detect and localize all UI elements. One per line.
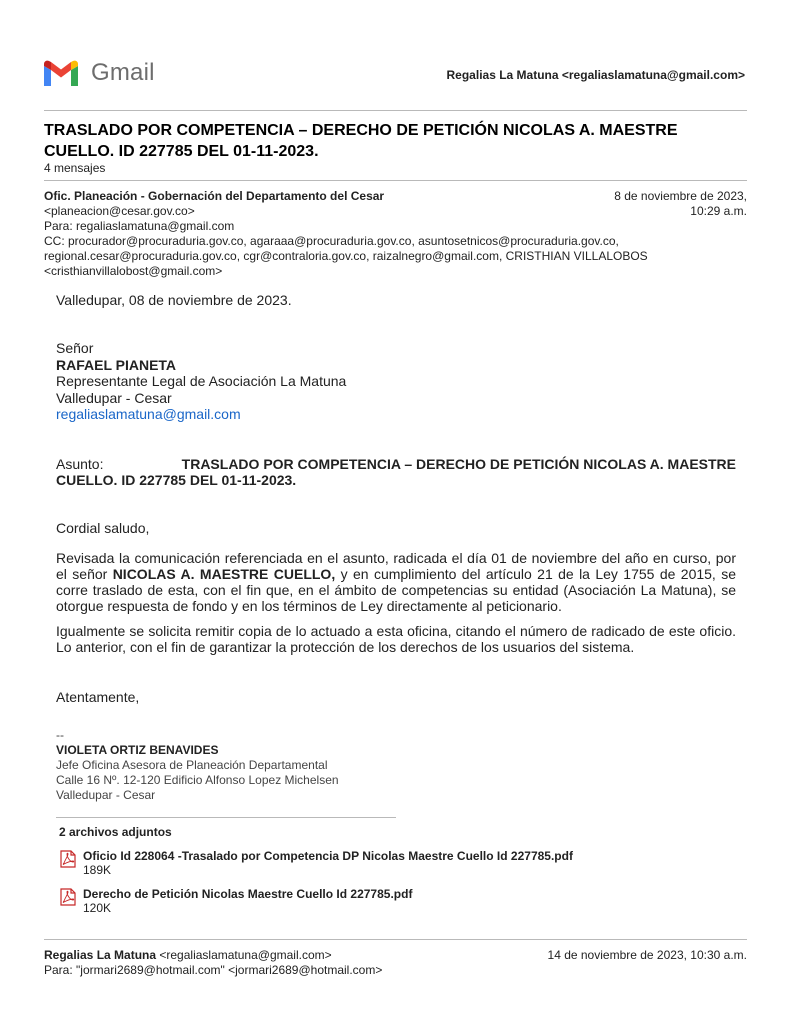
sender-email: <planeacion@cesar.gov.co> xyxy=(44,204,195,218)
signature-name: VIOLETA ORTIZ BENAVIDES xyxy=(56,743,219,757)
cc-line-2: regional.cesar@procuraduria.gov.co, cgr@contraloria.gov.co, raizalnegro@gmail.com, CRISTHIAN VILLALOBOS xyxy=(44,249,648,263)
message-date-line2: 10:29 a.m. xyxy=(690,204,747,218)
paragraph-1-part1: Revisada la comunicación referenciada en el asunto, radicada el día 01 de noviembre del año en curso, por el señor xyxy=(56,550,736,582)
asunto-block xyxy=(56,456,736,488)
to-line: Para: regaliaslamatuna@gmail.com xyxy=(44,219,235,233)
asunto-line-2: CUELLO. ID 227785 DEL 01-11-2023. xyxy=(56,472,297,488)
recipient-city: Valledupar - Cesar xyxy=(56,389,172,406)
message-date xyxy=(547,189,747,219)
place-date: Valledupar, 08 de noviembre de 2023. xyxy=(56,292,292,308)
paragraph-2: Igualmente se solicita remitir copia de lo actuado a esta oficina, citando el número de radicado de este oficio. Lo anterior, con el fin de garantizar la protección de los derechos de los usuarios del sistema. xyxy=(56,623,736,655)
attachment-name[interactable]: Derecho de Petición Nicolas Maestre Cuello Id 227785.pdf xyxy=(83,887,413,901)
message2-header xyxy=(44,948,332,963)
salutation-title: Señor xyxy=(56,340,94,356)
message2-sender-email: <regaliaslamatuna@gmail.com> xyxy=(159,948,332,962)
greeting: Cordial saludo, xyxy=(56,520,150,536)
divider-attachments xyxy=(56,817,396,818)
recipient-block xyxy=(56,340,736,423)
pdf-file-icon xyxy=(60,850,76,868)
signature-dash: -- xyxy=(56,728,64,742)
message2-date: 14 de noviembre de 2023, 10:30 a.m. xyxy=(547,948,747,962)
attachment-size: 189K xyxy=(83,863,112,877)
attachment-item[interactable] xyxy=(60,849,573,877)
attachment-item[interactable] xyxy=(60,887,412,915)
attachment-size: 120K xyxy=(83,901,112,915)
attachment-name[interactable]: Oficio Id 228064 -Trasalado por Competencia DP Nicolas Maestre Cuello Id 227785.pdf xyxy=(83,849,573,863)
recipient-email-link[interactable]: regaliaslamatuna@gmail.com xyxy=(56,406,241,422)
divider-message2 xyxy=(44,939,747,940)
paragraph-1-part2: y en cumplimiento del artículo 21 de la Ley 1755 de 2015, se corre traslado de esta, con el fin que, en el ámbito de competencias su entidad (Asociación La Matuna), se otorgue respuesta de fondo y en los términos de Ley directamente al peticionario. xyxy=(56,566,736,614)
cc-line-3: <cristhianvillalobost@gmail.com> xyxy=(44,264,223,278)
message2-to-line: Para: "jormari2689@hotmail.com" <jormari2689@hotmail.com> xyxy=(44,963,383,977)
thread-subject: TRASLADO POR COMPETENCIA – DERECHO DE PETICIÓN NICOLAS A. MAESTRE CUELLO. ID 227785 DEL 01-11-2023. xyxy=(44,122,678,160)
gmail-logo-icon xyxy=(42,58,80,88)
signature-address: Calle 16 Nº. 12-120 Edificio Alfonso Lopez Michelsen xyxy=(56,773,339,787)
paragraph-1 xyxy=(56,550,736,614)
asunto-label: Asunto: xyxy=(56,456,104,472)
pdf-file-icon xyxy=(60,888,76,906)
message-header xyxy=(44,189,604,234)
message-date-line1: 8 de noviembre de 2023, xyxy=(614,189,747,203)
divider-top xyxy=(44,110,747,111)
cc-line-1: CC: procurador@procuraduria.gov.co, agaraaa@procuraduria.gov.co, asuntosetnicos@procuraduria.gov.co, xyxy=(44,234,619,248)
closing: Atentamente, xyxy=(56,689,140,705)
attachments-title: 2 archivos adjuntos xyxy=(59,825,172,839)
signature-city: Valledupar - Cesar xyxy=(56,788,156,802)
signature-title: Jefe Oficina Asesora de Planeación Departamental xyxy=(56,758,328,772)
recipient-role: Representante Legal de Asociación La Matuna xyxy=(56,373,347,389)
paragraph-1-name: NICOLAS A. MAESTRE CUELLO, xyxy=(112,566,336,582)
cc-line xyxy=(44,234,744,279)
gmail-logo xyxy=(42,58,155,88)
divider-subject xyxy=(44,180,747,181)
message2-sender-name: Regalias La Matuna xyxy=(44,948,157,962)
recipient-name: RAFAEL PIANETA xyxy=(56,356,177,373)
sender-name: Ofic. Planeación - Gobernación del Departamento del Cesar xyxy=(44,189,385,203)
gmail-wordmark: Gmail xyxy=(91,59,155,86)
account-email: Regalias La Matuna <regaliaslamatuna@gmail.com> xyxy=(446,68,745,82)
message-count: 4 mensajes xyxy=(44,161,106,175)
asunto-line-1: TRASLADO POR COMPETENCIA – DERECHO DE PETICIÓN NICOLAS A. MAESTRE xyxy=(181,456,736,472)
signature xyxy=(56,728,339,803)
